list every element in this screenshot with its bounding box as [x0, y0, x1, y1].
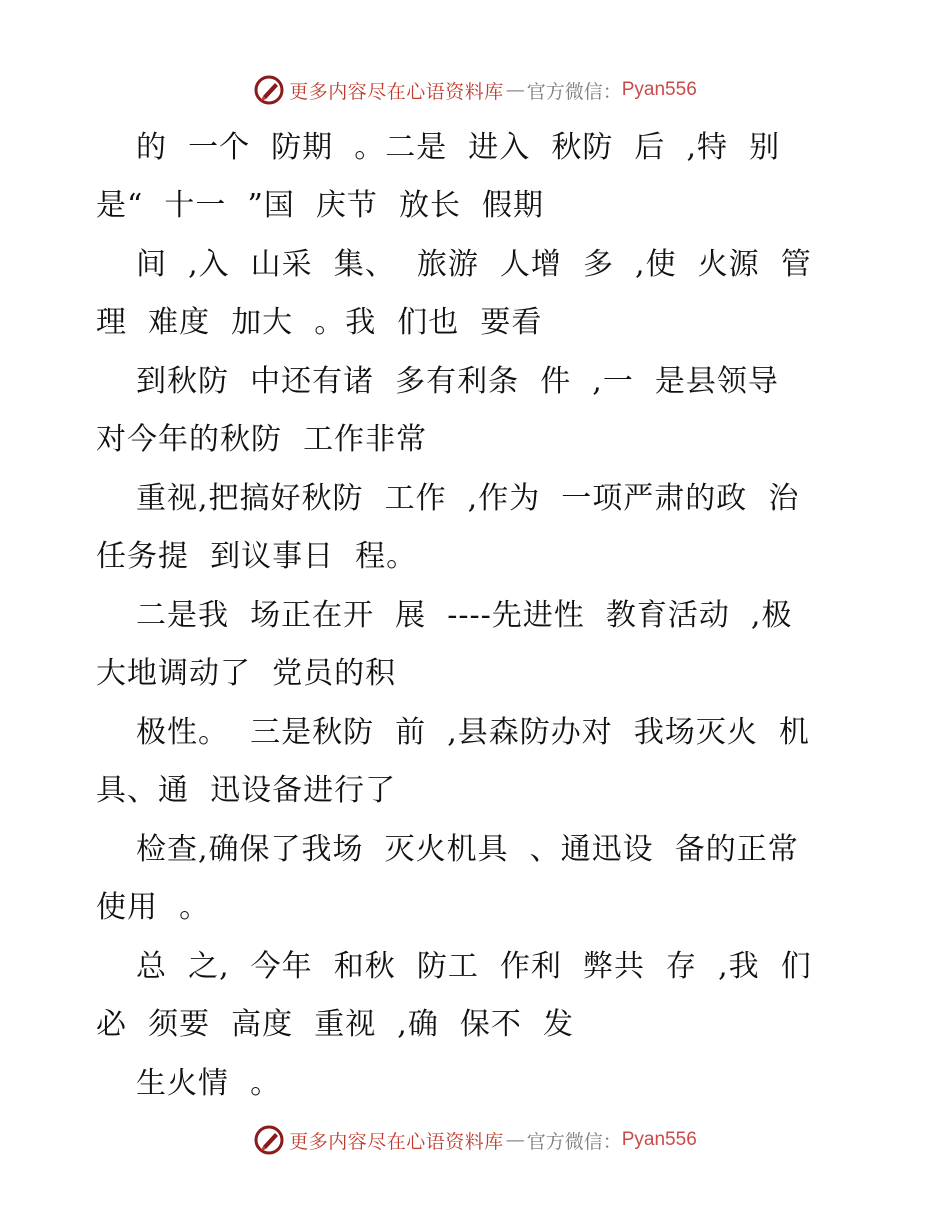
text-line: 理 难度 加大 。我 们也 要看 — [96, 305, 543, 340]
header-wechat-id: Pyan556 — [621, 79, 697, 100]
text-line: 总 之, 今年 和秋 防工 作利 弊共 存 ,我 们 — [136, 949, 812, 984]
footer-banner — [0, 1120, 950, 1160]
text-line: 检查,确保了我场 灭火机具 、通迅设 备的正常 — [136, 832, 799, 867]
text-line: 到秋防 中还有诸 多有利条 件 ,一 是县领导 — [136, 364, 779, 399]
text-line: 间 ,入 山采 集、 旅游 人增 多 ,使 火源 管 — [136, 247, 812, 282]
footer-site-text: 更多内容尽在心语资料库 — [289, 1130, 504, 1153]
text-line: 大地调动了 党员的积 — [96, 656, 397, 691]
header-separator: — — [505, 79, 525, 101]
footer-separator: — — [505, 1129, 525, 1151]
text-line: 具、通 迅设备进行了 — [96, 773, 397, 808]
footer-wechat-id: Pyan556 — [621, 1129, 697, 1150]
text-line: 重视,把搞好秋防 工作 ,作为 一项严肃的政 治 — [136, 481, 800, 516]
text-line: 二是我 场正在开 展 ----先进性 教育活动 ,极 — [136, 598, 793, 633]
text-line: 任务提 到议事日 程。 — [96, 539, 418, 574]
header-wechat-label: 官方微信： — [526, 80, 622, 103]
text-line: 必 须要 高度 重视 ,确 保不 发 — [96, 1007, 574, 1042]
header-site-text: 更多内容尽在心语资料库 — [289, 80, 504, 103]
text-line: 极性。 三是秋防 前 ,县森防办对 我场灭火 机 — [136, 715, 810, 750]
footer-wechat-label: 官方微信： — [526, 1130, 622, 1153]
text-line: 是“ 十一 ”国 庆节 放长 假期 — [96, 188, 545, 223]
text-line: 使用 。 — [96, 890, 211, 925]
text-line: 的 一个 防期 。二是 进入 秋防 后 ,特 别 — [136, 130, 781, 165]
text-line: 生火情 。 — [136, 1066, 282, 1101]
pen-logo-icon — [253, 1124, 285, 1156]
text-line: 对今年的秋防 工作非常 — [96, 422, 428, 457]
